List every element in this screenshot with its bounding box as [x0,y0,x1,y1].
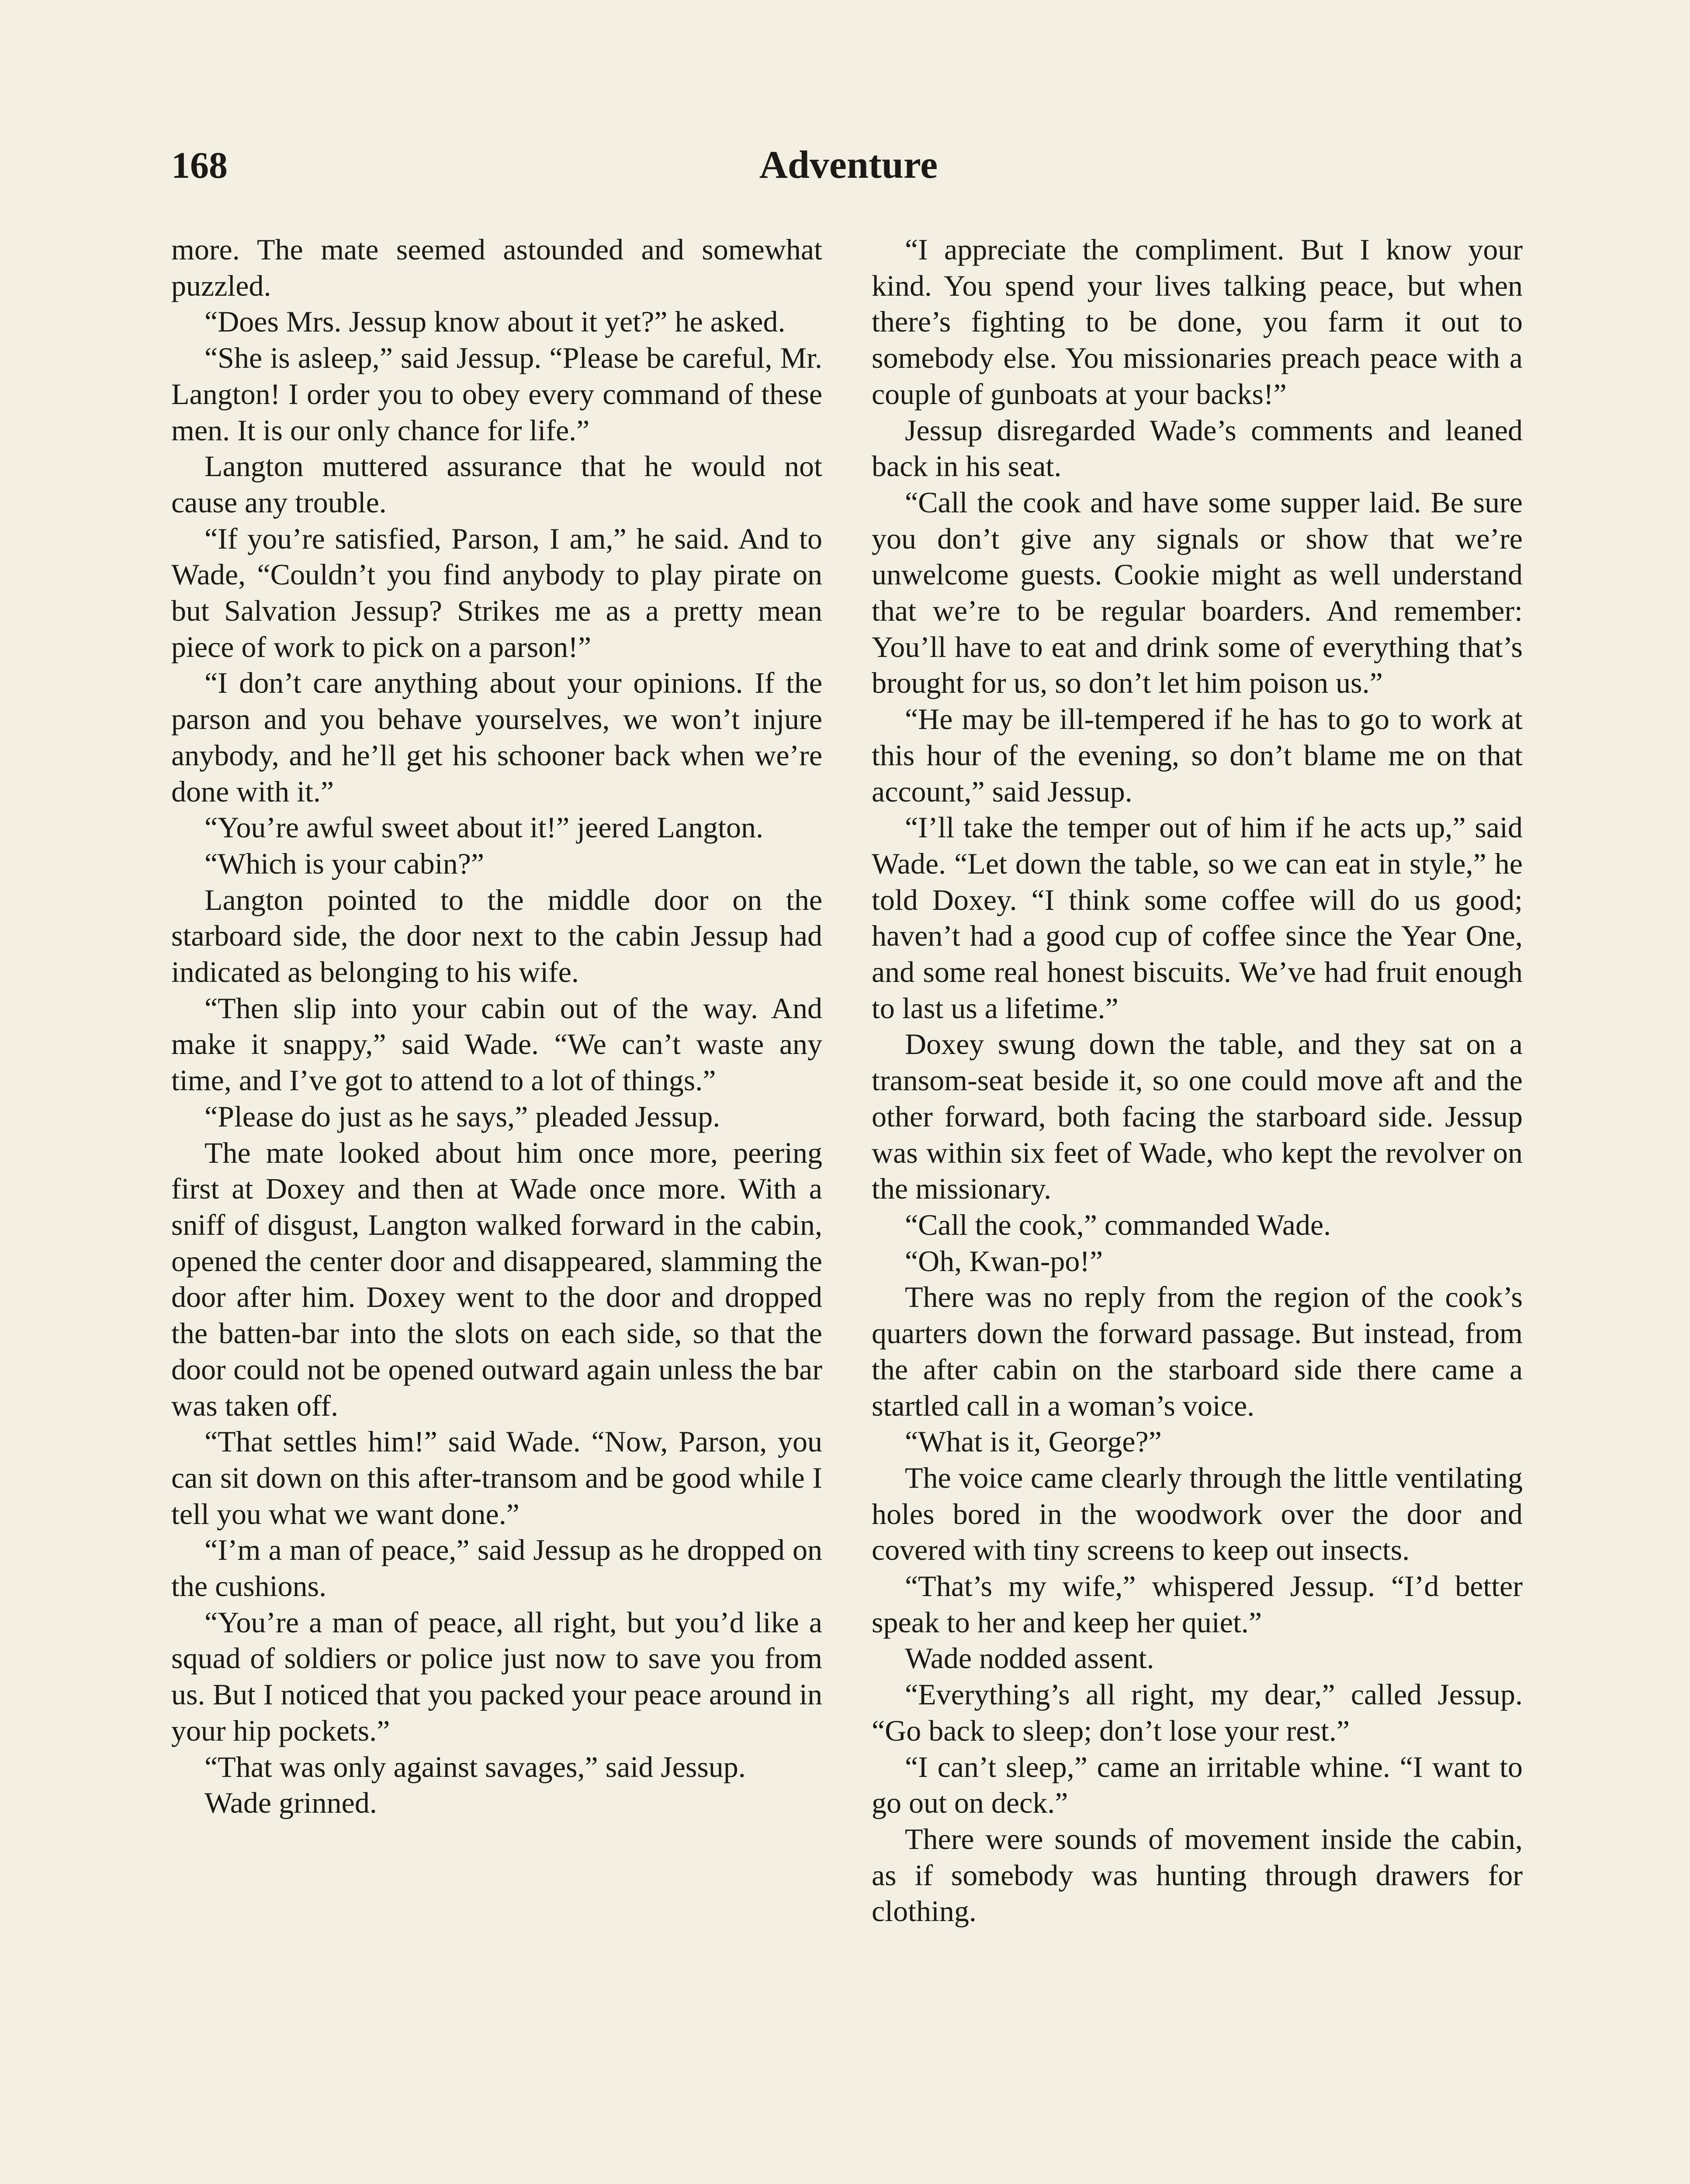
paragraph: The voice came clearly through the little ventilating holes bored in the woodwork over the door and covered with tiny screens to keep out insects. [872,1461,1523,1567]
left-column [171,232,822,1821]
paragraph: “You’re a man of peace, all right, but you’d like a squad of soldiers or police just now to save you from us. But I noticed that you packed your peace around in your hip pockets.” [171,1605,822,1747]
paragraph: Wade grinned. [204,1786,377,1820]
paragraph: The mate looked about him once more, peering first at Doxey and then at Wade once more. With a sniff of disgust, Langton walked forward in the cabin, opened the center door and disappeared, slamming the door after him. Doxey went to the door and dropped the batten-bar into the slots on each side, so that the door could not be opened outward again unless the bar was taken off. [171,1136,822,1422]
paragraph: “You’re awful sweet about it!” jeered Langton. [204,811,763,844]
paragraph: “That’s my wife,” whispered Jessup. “I’d better speak to her and keep her quiet.” [872,1569,1523,1639]
page-header [171,139,1526,191]
right-column [872,232,1523,1929]
paragraph: “That settles him!” said Wade. “Now, Parson, you can sit down on this after-transom and be good while I tell you what we want done.” [171,1425,822,1531]
paragraph: “Which is your cabin?” [204,847,485,880]
paragraph: “If you’re satisfied, Parson, I am,” he said. And to Wade, “Couldn’t you find anybody to play pirate on but Salvation Jessup? Strikes me as a pretty mean piece of work to pick on a parson!” [171,522,822,663]
paragraph: “He may be ill-tempered if he has to go to work at this hour of the evening, so don’t blame me on that account,” said Jessup. [872,702,1523,808]
paragraph: Wade nodded assent. [905,1641,1154,1675]
paragraph: Jessup disregarded Wade’s comments and leaned back in his seat. [872,413,1523,483]
paragraph: “She is asleep,” said Jessup. “Please be careful, Mr. Langton! I order you to obey every command of these men. It is our only chance for life.” [171,341,822,447]
page-number: 168 [171,144,228,186]
paragraph: “Please do just as he says,” pleaded Jessup. [204,1099,720,1133]
paragraph: “I appreciate the compliment. But I know your kind. You spend your lives talking peace, but when there’s fighting to be done, you farm it out to somebody else. You missionaries preach peace with a couple of gunboats at your backs!” [872,233,1523,411]
paragraph: “Oh, Kwan-po!” [905,1244,1103,1278]
paragraph: “Call the cook,” commanded Wade. [905,1208,1331,1241]
paragraph: “Does Mrs. Jessup know about it yet?” he asked. [204,305,786,339]
paragraph: “I’m a man of peace,” said Jessup as he dropped on the cushions. [171,1533,822,1603]
paragraph: “Everything’s all right, my dear,” called Jessup. “Go back to sleep; don’t lose your rest.” [872,1678,1523,1747]
paragraph: There was no reply from the region of the cook’s quarters down the forward passage. But instead, from the after cabin on the starboard side there came a startled call in a woman’s voice. [872,1280,1523,1422]
paragraph: “What is it, George?” [905,1425,1162,1458]
paragraph: Langton muttered assurance that he would not cause any trouble. [171,449,822,519]
paragraph: “I can’t sleep,” came an irritable whine. “I want to go out on deck.” [872,1750,1523,1820]
paragraph: “I’ll take the temper out of him if he acts up,” said Wade. “Let down the table, so we can eat in style,” he told Doxey. “I think some coffee will do us good; haven’t had a good cup of coffee since the Year One, and some real honest biscuits. We’ve had fruit enough to last us a lifetime.” [872,811,1523,1025]
paragraph: Doxey swung down the table, and they sat on a transom-seat beside it, so one could move aft and the other forward, both facing the starboard side. Jessup was within six feet of Wade, who kept the revolver on the missionary. [872,1027,1523,1206]
paragraph: “That was only against savages,” said Jessup. [204,1750,746,1783]
paragraph: There were sounds of movement inside the cabin, as if somebody was hunting through drawers for clothing. [872,1822,1523,1928]
running-title: Adventure [759,143,938,187]
paragraph: “Call the cook and have some supper laid. Be sure you don’t give any signals or show that we’re unwelcome guests. Cookie might as well understand that we’re to be regular boarders. And remember: You’ll have to eat and drink some of everything that’s brought for us, so don’t let him poison us.” [872,485,1523,700]
paragraph: more. The mate seemed astounded and somewhat puzzled. [171,233,822,302]
paragraph: “Then slip into your cabin out of the way. And make it snappy,” said Wade. “We can’t waste any time, and I’ve got to attend to a lot of things.” [171,991,822,1097]
paragraph: “I don’t care anything about your opinions. If the parson and you behave yourselves, we won’t injure anybody, and he’ll get his schooner back when we’re done with it.” [171,666,822,808]
paragraph: Langton pointed to the middle door on the starboard side, the door next to the cabin Jessup had indicated as belonging to his wife. [171,883,822,989]
